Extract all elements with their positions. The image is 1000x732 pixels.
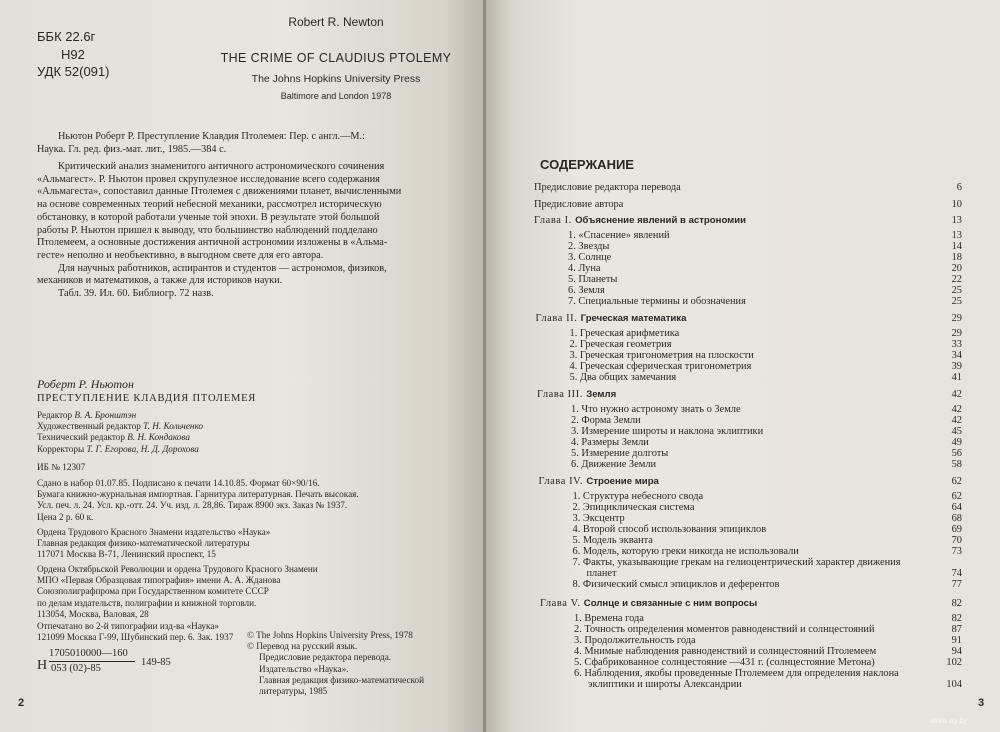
toc-front-row [486, 199, 1000, 211]
credits-title: ПРЕСТУПЛЕНИЕ КЛАВДИЯ ПТОЛЕМЕЯ [37, 393, 257, 404]
toc-section-title: 1. «Спасение» явлений [568, 229, 670, 241]
toc-entry-page: 6 [956, 182, 962, 193]
toc-section-page: 34 [951, 349, 962, 361]
toc-section-page: 64 [951, 501, 962, 513]
toc-section-page: 18 [951, 251, 962, 263]
page-number-right: 3 [978, 697, 985, 709]
credit-line: Редактор В. А. Бронштэн [37, 410, 137, 420]
publisher-info-line: Главная редакция физико-математической литературы [37, 538, 250, 549]
print-info-line: Сдано в набор 01.07.85. Подписано к печати 14.10.85. Формат 60×90/16. [37, 478, 320, 488]
copyright-line: © The Johns Hopkins University Press, 1978 [247, 630, 413, 640]
toc-chapter-label: Глава V. [540, 598, 581, 609]
toc-chapter-heading [537, 389, 616, 400]
toc-section-title: 4. Мнимые наблюдения равноденствий и солнцестояний Птолемеем [574, 645, 877, 657]
reprint-info-line: Отпечатано во 2-й типографии изд-ва «Наука» [37, 621, 220, 631]
toc-section-page: 82 [951, 612, 962, 624]
toc-section-title: 4. Размеры Земли [571, 436, 649, 448]
toc-front-row [486, 182, 1000, 194]
toc-chapter-page: 62 [951, 476, 962, 487]
credit-line: Художественный редактор Т. Н. Кольченко [37, 421, 203, 432]
catalog-code-numerator: 1705010000—160 [49, 648, 128, 659]
printer-info-line: МПО «Первая Образцовая типография» имени А. А. Жданова [37, 575, 281, 586]
toc-chapter-title: Солнце и связанные с ним вопросы [583, 598, 758, 609]
toc-section-title: 2. Эпициклическая система [572, 501, 695, 513]
toc-section-row [486, 579, 1000, 591]
printer-info-line: Ордена Октябрьской Революции и ордена Трудового Красного Знамени [37, 564, 318, 574]
toc-section-title: 2. Форма Земли [571, 414, 641, 426]
toc-section-page: 25 [951, 296, 962, 308]
toc-section-page: 49 [951, 436, 962, 448]
toc-section-title: 6. Наблюдения, якобы проведенные Птолемеем для определения наклона [574, 668, 899, 679]
toc-section-page: 29 [951, 327, 962, 339]
toc-section-title-cont: планет [586, 568, 617, 580]
toc-chapter-title: Строение мира [586, 476, 659, 487]
toc-title: СОДЕРЖАНИЕ [540, 157, 634, 172]
toc-section-row [486, 459, 1000, 471]
toc-section-title: 2. Звезды [568, 240, 610, 252]
toc-section-page: 68 [951, 512, 962, 524]
publisher-info-line: 117071 Москва В-71, Ленинский проспект, 15 [37, 549, 216, 560]
toc-section-page: 14 [951, 240, 962, 252]
toc-chapter-title: Объяснение явлений в астрономии [575, 215, 747, 226]
publisher-info [37, 527, 270, 561]
toc-section-page: 69 [951, 523, 962, 535]
annotation-line: обстановку, в которой работали ученые той эпохи. В результате этой большой [37, 211, 380, 223]
author-mark: Н92 [61, 47, 85, 62]
toc-section-title: 1. Что нужно астроному знать о Земле [571, 403, 741, 415]
annotation-line: механиков и математиков, а также для историков науки. [37, 275, 283, 287]
watermark: www.ay.by [930, 716, 968, 725]
toc-section-title: 6. Модель, которую греки никогда не использовали [572, 546, 799, 557]
toc-section-page: 94 [951, 645, 962, 657]
annotation-line: гесте» неполно и необъективно, в выгодном свете для его автора. [37, 249, 324, 261]
toc-section-page: 39 [951, 360, 962, 372]
toc-section-title: 8. Физический смысл эпициклов и деферентов [572, 579, 780, 591]
toc-section-title: 4. Второй способ использования эпициклов [572, 523, 767, 535]
page-number-left: 2 [18, 697, 25, 709]
toc-section-title: 2. Точность определения моментов равноденствий и солнцестояний [574, 623, 875, 635]
annotation-line: «Альмагеста», сопоставил данные Птолемея с движениями планет, вычисленными [37, 186, 402, 198]
toc-section-title: 3. Солнце [568, 251, 612, 263]
print-info-line: Цена 2 р. 60 к. [37, 511, 94, 522]
printer-info-line: 113054, Москва, Валовая, 28 [37, 608, 149, 619]
toc-section-title: 1. Греческая арифметика [569, 327, 680, 339]
toc-section-page: 25 [951, 285, 962, 296]
toc-section-title: 3. Измерение широты и наклона эклиптики [571, 425, 764, 437]
credits-author: Роберт Р. Ньютон [37, 377, 134, 391]
print-info [37, 478, 359, 523]
toc-section-title: 5. Модель экванта [572, 534, 653, 546]
toc-chapter-heading [534, 215, 746, 226]
toc-chapter-row [486, 215, 1000, 227]
toc-section-page: 20 [951, 262, 962, 274]
toc-section-title-cont: эклиптики и широты Александрии [588, 679, 742, 691]
toc-chapter-row [486, 476, 1000, 488]
catalog-code-denominator: 053 (02)-85 [51, 663, 101, 674]
reprint-info-line: 121099 Москва Г-99, Шубинский пер. 6. Зак. 1937 [37, 632, 234, 643]
toc-entry-title: Предисловие редактора перевода [534, 182, 681, 193]
toc-section-page: 45 [951, 425, 962, 437]
copyright-line: Издательство «Наука». [259, 663, 349, 674]
annotation-line: «Альмагест». Р. Ньютон провел скрупулезное исследование всего содержания [37, 173, 380, 185]
annotation [37, 161, 467, 301]
toc-section-continuation [486, 679, 1000, 691]
toc-entry-page: 10 [951, 199, 962, 210]
copyright-line: литературы, 1985 [259, 686, 328, 697]
bibliographic-line-2: Наука. Гл. ред. физ.-мат. лит., 1985.—384 с. [37, 144, 227, 155]
toc-section-page: 33 [951, 338, 962, 350]
print-info-line: Усл. печ. л. 24. Усл. кр.-отт. 24. Уч. изд. л. 28,86. Тираж 8900 экз. Заказ № 1937. [37, 500, 348, 511]
bibliographic-line-1: Ньютон Роберт Р. Преступление Клавдия Птолемея: Пер. с англ.—М.: [58, 131, 365, 142]
toc-section-row [486, 296, 1000, 308]
reprint-info [37, 621, 233, 643]
annotation-line: Критический анализ знаменитого античного астрономического сочинения [58, 161, 385, 172]
toc-chapter-row [486, 389, 1000, 401]
toc-section-title: 3. Продолжительность года [574, 634, 696, 646]
toc-chapter-page: 82 [951, 598, 962, 609]
toc-section-page: 58 [951, 459, 962, 470]
toc-section-page: 87 [951, 623, 962, 635]
annotation-line: на основе современных теорий небесной механики, рассмотрел историческую [37, 199, 382, 211]
copyright-line: © Перевод на русский язык. [247, 641, 358, 652]
annotation-line: работы Р. Ньютон пришел к выводу, что большинство наблюдений подделано [37, 224, 378, 236]
toc-section-title: 5. Измерение долготы [571, 447, 669, 459]
catalog-code-letter: Н [37, 658, 48, 673]
toc-section-title: 1. Структура небесного свода [572, 490, 704, 502]
toc-section-page: 91 [951, 634, 962, 646]
toc-chapter-label: Глава I. [534, 215, 572, 226]
toc-section-page: 56 [951, 447, 962, 459]
toc-section-title: 5. Два общих замечания [569, 371, 677, 383]
toc-chapter-title: Земля [586, 389, 617, 400]
printer-info-line: по делам издательств, полиграфии и книжной торговли. [37, 597, 257, 608]
toc-chapter-label: Глава II. [535, 313, 578, 324]
toc-section-title: 7. Специальные термины и обозначения [568, 296, 746, 308]
toc-chapter-title: Греческая математика [580, 313, 687, 324]
ib-number: ИБ № 12307 [37, 462, 86, 472]
annotation-line: Птолемеем, а основные достижения античной астрономии изложены в «Альма- [37, 237, 388, 249]
catalog-code-suffix: 149-85 [141, 657, 171, 668]
toc-entry-title: Предисловие автора [534, 199, 624, 210]
credit-line: Технический редактор В. Н. Кондакова [37, 432, 190, 443]
original-publisher: The Johns Hopkins University Press [251, 73, 421, 85]
copyright-line: Предисловие редактора перевода. [259, 652, 392, 663]
toc-section-title: 2. Греческая геометрия [569, 338, 672, 350]
toc-chapter-page: 29 [951, 313, 962, 324]
annotation-line: Для научных работников, аспирантов и студентов — астрономов, физиков, [58, 262, 387, 274]
toc-section-page: 13 [951, 229, 962, 241]
toc-section-title: 1. Времена года [574, 612, 644, 624]
toc-section-title: 5. Планеты [568, 273, 618, 285]
credits-list [37, 410, 203, 455]
toc-section-row [486, 372, 1000, 384]
toc-section-title: 3. Эксцентр [572, 512, 625, 524]
toc-section-page: 77 [951, 579, 962, 591]
annotation-line: Табл. 39. Ил. 60. Библиогр. 72 назв. [58, 288, 214, 300]
toc-section-title: 3. Греческая тригонометрия на плоскости [569, 349, 754, 361]
toc-chapter-page: 13 [951, 215, 962, 226]
toc-section-title: 6. Земля [568, 285, 605, 296]
toc-section-title: 7. Факты, указывающие грекам на гелиоцентрический характер движения [572, 557, 901, 569]
toc-section-title: 5. Сфабрикованное солнцестояние —431 г. (солнцестояние Метона) [574, 656, 875, 668]
original-title: THE CRIME OF CLAUDIUS PTOLEMY [220, 51, 452, 65]
toc-section-title: 6. Движение Земли [571, 459, 657, 470]
udk-code: УДК 52(091) [37, 64, 110, 79]
toc-section-page: 41 [951, 371, 962, 383]
fraction-line [49, 661, 135, 662]
bbk-code: ББК 22.6г [37, 29, 96, 44]
toc-section-page: 73 [951, 546, 962, 557]
toc-section-title: 4. Греческая сферическая тригонометрия [569, 360, 752, 372]
credit-line: Корректоры Т. Г. Егорова, Н. Д. Дорохова [37, 443, 199, 454]
toc-section-page: 22 [951, 273, 962, 285]
toc-chapter-page: 42 [951, 389, 962, 400]
toc-chapter-row [486, 598, 1000, 610]
copyright-line: Главная редакция физико-математической [259, 674, 425, 685]
toc-section-page: 74 [951, 568, 962, 580]
toc-section-page: 70 [951, 534, 962, 546]
toc-chapter-heading [540, 598, 757, 609]
copyright [247, 630, 424, 697]
toc-chapter-row [486, 313, 1000, 325]
original-author: Robert R. Newton [288, 15, 384, 29]
publisher-info-line: Ордена Трудового Красного Знамени издательство «Наука» [37, 527, 271, 537]
right-page [486, 0, 1000, 732]
toc-section-page: 42 [951, 414, 962, 426]
toc-chapter-label: Глава III. [537, 389, 583, 400]
printer-info [37, 564, 318, 620]
toc-chapter-heading [539, 476, 659, 487]
toc-chapter-heading [536, 313, 687, 324]
original-place: Baltimore and London 1978 [280, 91, 392, 101]
toc-section-page: 42 [951, 403, 962, 415]
toc-chapter-label: Глава IV. [538, 476, 584, 487]
toc-section-title: 4. Луна [568, 262, 601, 274]
print-info-line: Бумага книжно-журнальная импортная. Гарнитура литературная. Печать высокая. [37, 489, 359, 500]
printer-info-line: Союзполиграфпрома при Государственном комитете СССР [37, 586, 269, 597]
toc-section-page: 104 [946, 679, 962, 691]
left-page [0, 0, 484, 732]
toc-section-page: 62 [951, 490, 962, 502]
toc-section-page: 102 [946, 656, 962, 668]
